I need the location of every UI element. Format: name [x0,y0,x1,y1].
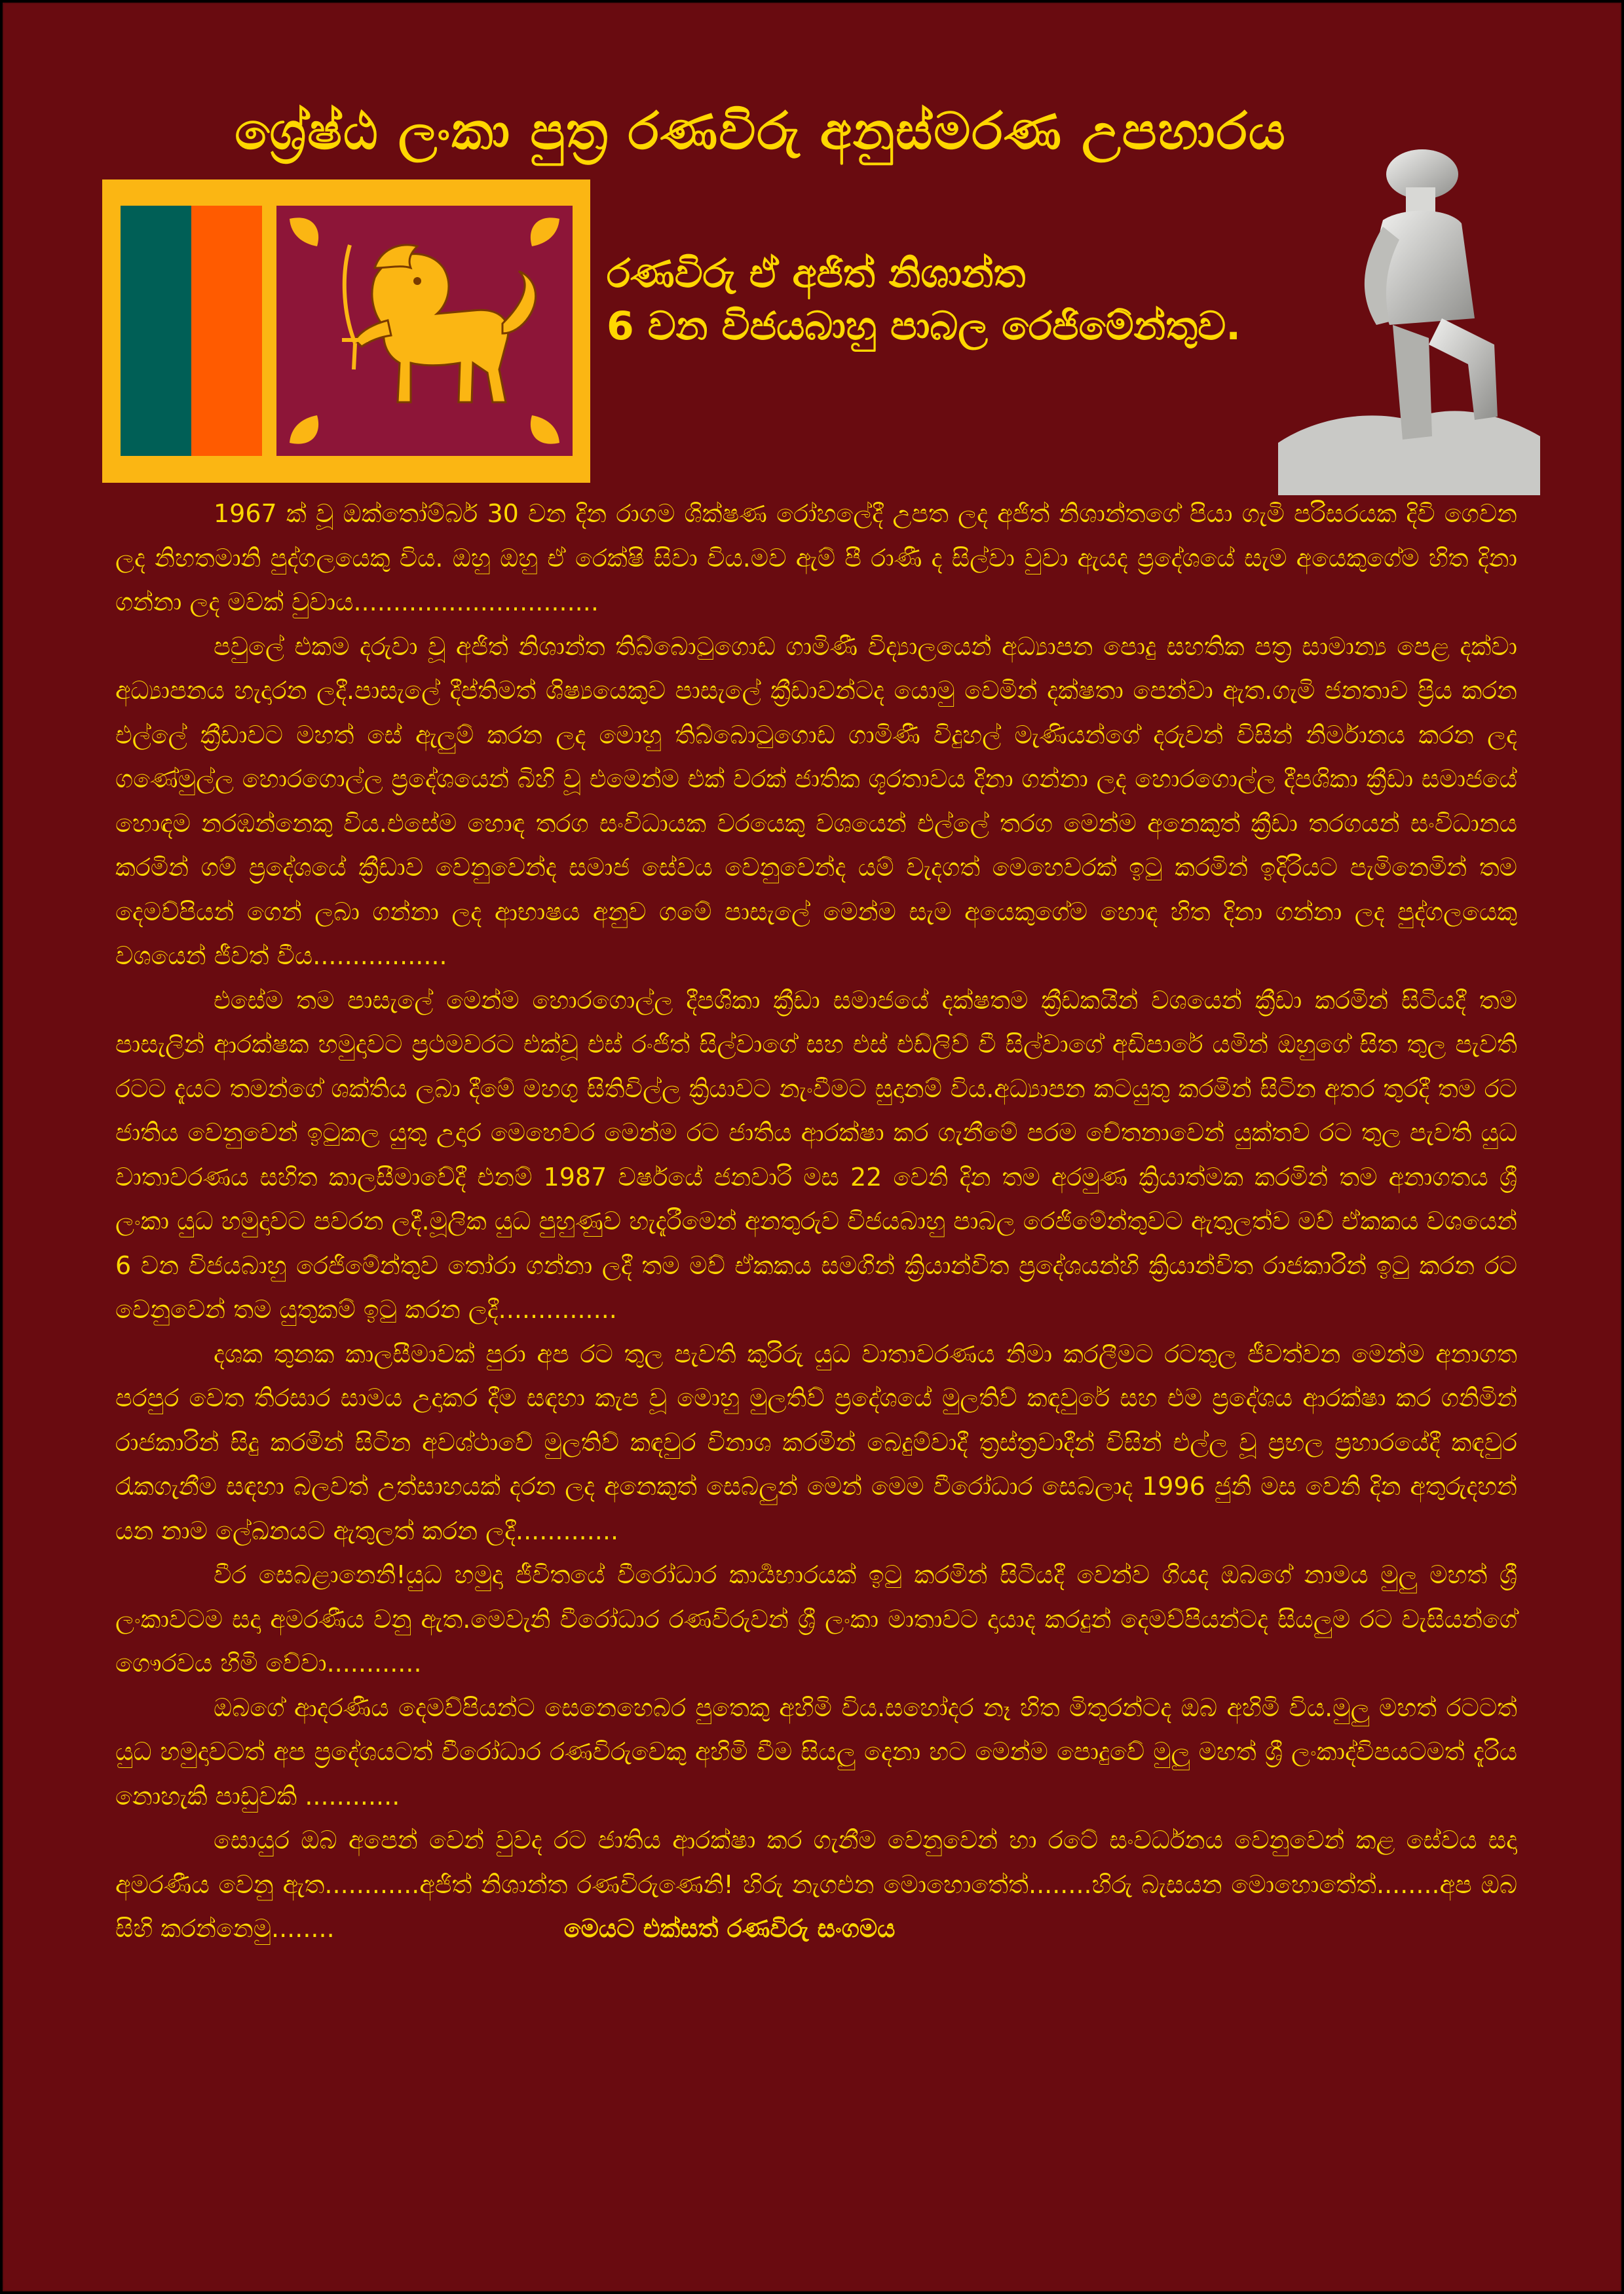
paragraph: වීර සෙබළානෙනි!යුධ හමුදා ජීවිතයේ වීරෝධාර කාර්‍යභාරයක් ඉටු කරමින් සිටියදී වෙන්ව ගියද ඔබගේ නාමය මුලු මහත් ශ්‍රී ලංකාවටම සදා අමරණීය වනු ඇත.මෙවැනි වීරෝධාර රණවිරුවන් ශ්‍රී ලංකා මාතාවට දායාද කරදුන් දෙමව්පියන්ටද සියලුම රට වැසියන්ගේ ගෞරවය හිමි වේවා............ [115,1560,1517,1678]
honoree-regiment: 6 වන විජයබාහු පාබල රෙජිමේන්තුව. [607,303,1241,349]
paragraph: ඔබගේ ආදරණීය දෙමව්පියන්ට සෙනෙහෙබර පුතෙකු අහිමි විය.සහෝදර නෑ හිත මිතුරන්ටද ඔබ අහිමි විය.මුලු මහත් රටටත් යුධ හමුදාවටත් අප ප්‍රදේශයටත් වීරෝධාර රණවිරුවෙකු අහිමි වීම සියලු දෙනා හට මෙන්ම පොදුවේ මුලු මහත් ශ්‍රී ලංකාද්විපයටමත් දැරිය නොහැකි පාඩුවකි ............ [115,1693,1517,1811]
sri-lanka-flag-icon [102,179,590,483]
soldier-statue-icon [1278,128,1540,495]
flag-maroon-field [276,206,573,456]
honoree-name: රණවිරු ඒ අජිත් නිශාන්ත [607,251,1026,297]
tribute-body [115,492,1517,1951]
flag-orange-stripe [191,206,262,456]
paragraph-final-text: සොයුර ඔබ අපෙන් වෙන් වුවද රට ජාතිය ආරක්ෂා කර ගැනීම වෙනුවෙන් හා රටේ සංවර්ධනය වෙනුවෙන් කළ සේවය සදා අමරණීය වෙනු ඇත............අජිත් නිශාන්ත රණවිරුණෙනි! හිරු නැගඑන මොහොතේත්........හිරු බැසයන මොහොතේත්........අප ඔබ සිහි කරන්නෙමු........ [115,1826,1517,1943]
lion-with-sword-icon [276,206,573,456]
paragraph: එසේම තම පාසැලේ මෙන්ම හොරගොල්ල දීපශිකා ක්‍රීඩා සමාජයේ දක්ෂතම ක්‍රීඩකයින් වශයෙන් ක්‍රීඩා කරමින් සිටියදී තම පාසැලින් ආරක්ෂක හමුදාවට ප්‍රථමවරට එක්වූ එස් රංජිත් සිල්වාගේ සහ එස් එඩ්ලිව් වී සිල්වාගේ අඩිපාරේ යමින් ඔහුගේ සිත තුල පැවති රටට දැයට තමන්ගේ ශක්තිය ලබා දීමේ මහගු සිතිවිල්ල ක්‍රියාවට නැංවීමට සුදානම් විය.අධ්‍යාපන කටයුතු කරමින් සිටින අතර තුරදී තම රට ජාතිය වෙනුවෙන් ඉටුකල යුතු උදාර මෙහෙවර මෙන්ම රට ජාතිය ආරක්ෂා කර ගැනීමේ පරම චේතනාවෙන් යුක්තව රට තුල පැවති යුධ වාතාවරණය සහිත කාලසීමාවේදී එනම් 1987 වර්ෂයේ ජනවාරි මස 22 වෙනි දින තම අරමුණ ක්‍රියාත්මක කරමින් තම අනාගතය ශ්‍රී ලංකා යුධ හමුදාවට පවරන ලදී.මූලික යුධ පුහුණුව හැදැරීමෙන් අනතුරුව විජයබාහු පාබල රෙජිමේන්තුවට ඇතුලත්ව මව් ඒකකය වශයෙන් 6 වන විජයබාහු රෙජිමේන්තුව තෝරා ගන්නා ලදී තම මව් ඒකකය සමගින් ක්‍රියාන්විත ප්‍රදේශයන්හි ක්‍රියාන්විත රාජකාරින් ඉටු කරන රට වෙනුවෙන් තම යුතුකම් ඉටු කරන ලදී............... [115,985,1517,1324]
paragraph: පවුලේ එකම දරුවා වූ අජිත් නිශාන්ත තිබ්බොටුගොඩ ගාමිණී විද්‍යාලයෙන් අධ්‍යාපන පොදු සහතික පත්‍ර සාමාන්‍ය පෙළ දක්වා අධ්‍යාපනය හැදාරන ලදී.පාසැලේ දීප්තිමත් ශිෂ්‍යයෙකුව පාසැලේ ක්‍රීඩාවන්ටද යොමු වෙමින් දක්ෂතා පෙන්වා ඇත.ගැමි ජනතාව ප්‍රිය කරන එල්ලේ ක්‍රීඩාවට මහත් සේ ඇලුම් කරන ලද මොහු තිබ්බොටුගොඩ ගාමිණී විදුහල් මැණියන්ගේ දරුවන් විසින් නිර්මානය කරන ලද ගණේමුල්ල හොරගොල්ල ප්‍රදේශයෙන් බිහි වූ එමෙන්ම එක් වරක් ජාතික ශූරතාවය දිනා ගන්නා ලද හොරගොල්ල දීපශිකා ක්‍රීඩා සමාජයේ හොඳම නරඹන්නෙකු විය.එසේම හොඳ තරග සංවිධායක වරයෙකු වශයෙන් එල්ලේ තරග මෙන්ම අනෙකුත් ක්‍රීඩා තරගයන් සංවිධානය කරමින් ගම් ප්‍රදේශයේ ක්‍රීඩාව වෙනුවෙන්ද සමාජ සේවය වෙනුවෙන්ද යම් වැදගත් මෙහෙවරක් ඉටු කරමින් ඉදිරියට පැමිනෙමින් තම දෙමව්පියන් ගෙන් ලබා ගන්නා ලද ආභාෂය අනුව ගමේ පාසැලේ මෙන්ම සැම අයෙකුගේම හොඳ හිත දිනා ගන්නා ලද පුද්ගලයෙකු වශයෙන් ජීවත් වීය................. [115,631,1517,970]
paragraph-final [115,1818,1517,1951]
paragraph: දශක තුනක කාලසීමාවක් පුරා අප රට තුල පැවති කුරිරු යුධ වාතාවරණය නිමා කරලීමට රටතුල ජීවත්වන මෙන්ම අනාගත පරපුර වෙත තිරසාර සාමය උදාකර දීම සඳහා කැප වූ මොහු මුලතිව් ප්‍රදේශයේ මුලතිව් කඳවුරේ සහ එම ප්‍රදේශය ආරක්ෂා කර ගනිමින් රාජකාරින් සිදු කරමින් සිටින අවශ්ථාවේ මුලතිව් කඳවුර විනාශ කරමින් බෙදුම්වාදී ත්‍රස්ත්‍රවාදීන් විසින් එල්ල වූ ප්‍රභල ප්‍රහාරයේදී කඳවුර රැකගැනීම සඳහා බලවත් උත්සාහයක් දරන ලද අනෙකුත් සෙබලුන් මෙන් මෙම වීරෝධාර සෙබලාද 1996 ජුනි මස වෙනි දින අතුරුදහන් යන නාම ලේඛනයට ඇතුලත් කරන ලදී............. [115,1339,1517,1545]
honoree-heading [607,248,1321,352]
signature: මෙයට එක්සත් රණවිරු සංගමය [563,1914,896,1943]
page-title: ශ්‍රේෂ්ඨ ලංකා පුත්‍ර රණවිරු අනුස්මරණ උපහාරය [235,102,1287,161]
flag-green-stripe [121,206,191,456]
tribute-page [3,3,1621,2291]
paragraph: 1967 ක් වූ ඔක්තෝම්බර් 30 වන දින රාගම ශික්ෂණ රෝහලේදී උපත ලද අජිත් නිශාන්තගේ පියා ගැමි පරිසරයක දිවි ගෙවන ලද නිහතමානි පුද්ගලයෙකු විය. ඔහු ඔහු ඒ රෙක්ෂි සිවා විය.මව ඇම් පී රාණී ද සිල්වා වුවා ඇයද ප්‍රදේශයේ සැම අයෙකුගේම හිත දිනා ගන්නා ලද මවක් වුවාය............................... [115,499,1517,616]
